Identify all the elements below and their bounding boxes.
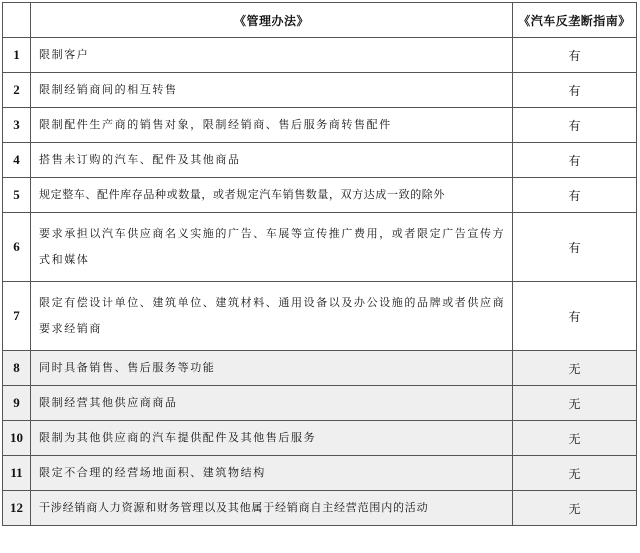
row-text: 限制配件生产商的销售对象，限制经销商、售后服务商转售配件 [31,108,513,143]
table-row [3,421,637,456]
row-number: 6 [3,213,31,282]
row-number: 10 [3,421,31,456]
table-row [3,178,637,213]
row-text: 限制为其他供应商的汽车提供配件及其他售后服务 [31,421,513,456]
header-management-measures: 《管理办法》 [31,3,513,38]
table-row [3,213,637,282]
row-text: 同时具备销售、售后服务等功能 [31,351,513,386]
row-result: 有 [513,178,637,213]
row-number: 12 [3,491,31,526]
row-text: 限制经营其他供应商商品 [31,386,513,421]
row-number: 4 [3,143,31,178]
table-row [3,73,637,108]
row-result: 有 [513,73,637,108]
row-result: 有 [513,213,637,282]
row-number: 8 [3,351,31,386]
table-row [3,143,637,178]
row-result: 有 [513,143,637,178]
row-text: 规定整车、配件库存品种或数量，或者规定汽车销售数量，双方达成一致的除外 [31,178,513,213]
table-header-row [3,3,637,38]
row-result: 无 [513,351,637,386]
row-number: 7 [3,282,31,351]
row-number: 11 [3,456,31,491]
row-text: 搭售未订购的汽车、配件及其他商品 [31,143,513,178]
table-row [3,456,637,491]
row-result: 无 [513,456,637,491]
row-text: 限制客户 [31,38,513,73]
table-row [3,386,637,421]
row-result: 无 [513,421,637,456]
header-antitrust-guide: 《汽车反垄断指南》 [513,3,637,38]
table-row [3,38,637,73]
row-result: 有 [513,108,637,143]
row-number: 9 [3,386,31,421]
row-text: 限定不合理的经营场地面积、建筑物结构 [31,456,513,491]
row-text: 要求承担以汽车供应商名义实施的广告、车展等宣传推广费用，或者限定广告宣传方式和媒体 [31,213,513,282]
row-text: 限定有偿设计单位、建筑单位、建筑材料、通用设备以及办公设施的品牌或者供应商要求经销商 [31,282,513,351]
row-result: 有 [513,38,637,73]
table-row [3,491,637,526]
row-number: 5 [3,178,31,213]
row-number: 3 [3,108,31,143]
table-row [3,282,637,351]
row-result: 无 [513,491,637,526]
row-number: 1 [3,38,31,73]
row-text: 限制经销商间的相互转售 [31,73,513,108]
row-text: 干涉经销商人力资源和财务管理以及其他属于经销商自主经营范围内的活动 [31,491,513,526]
row-number: 2 [3,73,31,108]
table-row [3,108,637,143]
header-number [3,3,31,38]
table-row [3,351,637,386]
row-result: 无 [513,386,637,421]
row-result: 有 [513,282,637,351]
comparison-table [2,2,637,526]
